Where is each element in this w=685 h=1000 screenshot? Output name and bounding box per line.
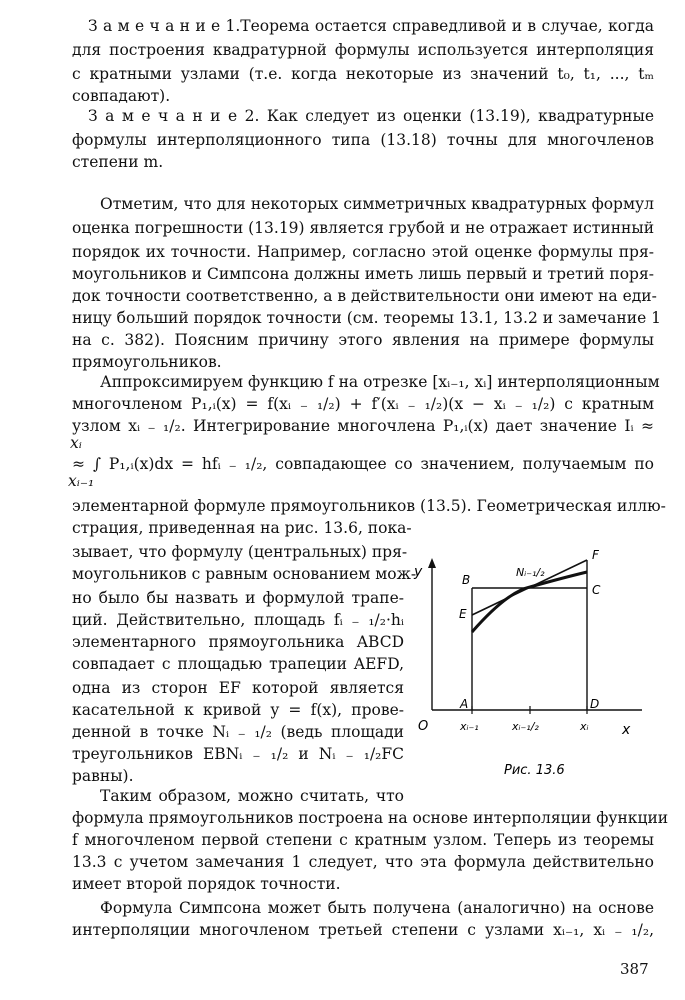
label-y: y — [414, 564, 423, 580]
para2-line-2: многочленом P₁,ᵢ(x) = f(xᵢ ₋ ₁/₂) + f′(xᵢ ₋ ₁/₂)(x − xᵢ ₋ ₁/₂) с кратным — [72, 395, 654, 413]
para4-line-1: Формула Симпсона может быть получена (аналогично) на основе — [100, 899, 654, 917]
remark2-line-2: формулы интерполяционного типа (13.18) точны для многочленов — [72, 131, 654, 149]
remark2-line-3: степени m. — [72, 153, 164, 171]
label-F: F — [592, 548, 599, 562]
wrapped-line-7: совпадает с площадью трапеции AEFD, — [72, 655, 404, 673]
label-x-prev: xᵢ₋₁ — [460, 720, 479, 733]
wrapped-line-5: ций. Действительно, площадь fᵢ ₋ ₁/₂·hᵢ — [72, 611, 404, 629]
para1-line-6: ницу больший порядок точности (см. теоремы 13.1, 13.2 и замечание 1 — [72, 309, 662, 327]
para1-line-7: на с. 382). Поясним причину этого явления на примере формулы — [72, 331, 654, 349]
label-B: B — [462, 573, 471, 587]
remark1-line-3: с кратными узлами (т.е. когда некоторые из значений t₀, t₁, ..., tₘ — [72, 65, 654, 83]
para1-line-2: оценка погрешности (13.19) является грубой и не отражает истинный — [72, 219, 655, 237]
para2-line-5: элементарной формуле прямоугольников (13.5). Геометрическая иллю- — [72, 497, 666, 515]
remark2-label: З а м е ч а н и е 2. — [88, 107, 260, 125]
figure-svg — [412, 540, 657, 785]
remark1-line-4: совпадают). — [72, 87, 171, 105]
wrapped-line-2: зывает, что формулу (центральных) пря- — [72, 543, 408, 561]
wrapped-line-4: но было бы назвать и формулой трапе- — [72, 589, 404, 607]
wrapped-line-10: денной в точке Nᵢ ₋ ₁/₂ (ведь площади — [72, 723, 404, 741]
integral-upper-limit: xᵢ — [70, 434, 82, 452]
wrapped-line-12: равны). — [72, 767, 134, 785]
label-C: C — [592, 583, 601, 597]
wrapped-line-13: Таким образом, можно считать, что — [100, 787, 404, 805]
remark1-label: З а м е ч а н и е 1. — [88, 17, 241, 35]
wrapped-line-11: треугольников EBNᵢ ₋ ₁/₂ и Nᵢ ₋ ₁/₂FC — [72, 745, 404, 763]
para3-line-4: имеет второй порядок точности. — [72, 875, 341, 893]
label-x-mid: xᵢ₋₁/₂ — [512, 720, 539, 733]
wrapped-line-1: страция, приведенная на рис. 13.6, пока- — [72, 519, 412, 537]
label-N: Nᵢ₋₁/₂ — [516, 566, 545, 579]
para2-line-4: ≈ ∫ P₁,ᵢ(x)dx = hfᵢ ₋ ₁/₂, совпадающее со значением, получаемым по — [72, 455, 654, 473]
wrapped-line-8: одна из сторон EF которой является — [72, 679, 404, 697]
y-axis-arrow — [428, 558, 436, 568]
label-D: D — [590, 697, 600, 711]
label-x-cur: xᵢ — [580, 720, 589, 733]
remark1-line-2: для построения квадратурной формулы используется интерполяция — [72, 41, 654, 59]
remark2-line-1: З а м е ч а н и е 2. Как следует из оценки (13.19), квадратурные — [88, 107, 654, 125]
wrapped-line-3: моугольников с равным основанием мож- — [72, 565, 417, 583]
para3-line-1: формула прямоугольников построена на основе интерполяции функции — [72, 809, 669, 827]
para1-line-3: порядок их точности. Например, согласно этой оценке формулы пря- — [72, 243, 654, 261]
figure-caption: Рис. 13.6 — [504, 763, 565, 778]
para2-line-1: Аппроксимируем функцию f на отрезке [xᵢ₋₁, xᵢ] интерполяционным — [100, 373, 660, 391]
label-A: A — [460, 697, 469, 711]
para1-line-1: Отметим, что для некоторых симметричных квадратурных формул — [100, 195, 654, 213]
para1-line-5: док точности соответственно, а в действительности они имеют на еди- — [72, 287, 657, 305]
para1-line-8: прямоугольников. — [72, 353, 222, 371]
label-origin: O — [418, 719, 429, 734]
curve-f — [472, 572, 587, 632]
para1-line-4: моугольников и Симпсона должны иметь лишь первый и третий поря- — [72, 265, 654, 283]
para3-line-3: 13.3 с учетом замечания 1 следует, что эта формула действительно — [72, 853, 654, 871]
para2-line-3: узлом xᵢ ₋ ₁/₂. Интегрирование многочлена P₁,ᵢ(x) дает значение Iᵢ ≈ — [72, 417, 654, 435]
para3-line-2: f многочленом первой степени с кратным узлом. Теперь из теоремы — [72, 831, 654, 849]
integral-lower-limit: xᵢ₋₁ — [68, 472, 95, 490]
label-x: x — [622, 722, 631, 738]
label-E: E — [459, 607, 467, 621]
wrapped-line-9: касательной к кривой y = f(x), прове- — [72, 701, 404, 719]
remark1-line-1: З а м е ч а н и е 1.Теорема остается справедливой и в случае, когда — [88, 17, 655, 35]
page-number: 387 — [620, 960, 649, 978]
wrapped-line-6: элементарного прямоугольника ABCD — [72, 633, 404, 651]
figure-13-6 — [412, 540, 657, 785]
para4-line-2: интерполяции многочленом третьей степени с узлами xᵢ₋₁, xᵢ ₋ ₁/₂, — [72, 921, 654, 939]
